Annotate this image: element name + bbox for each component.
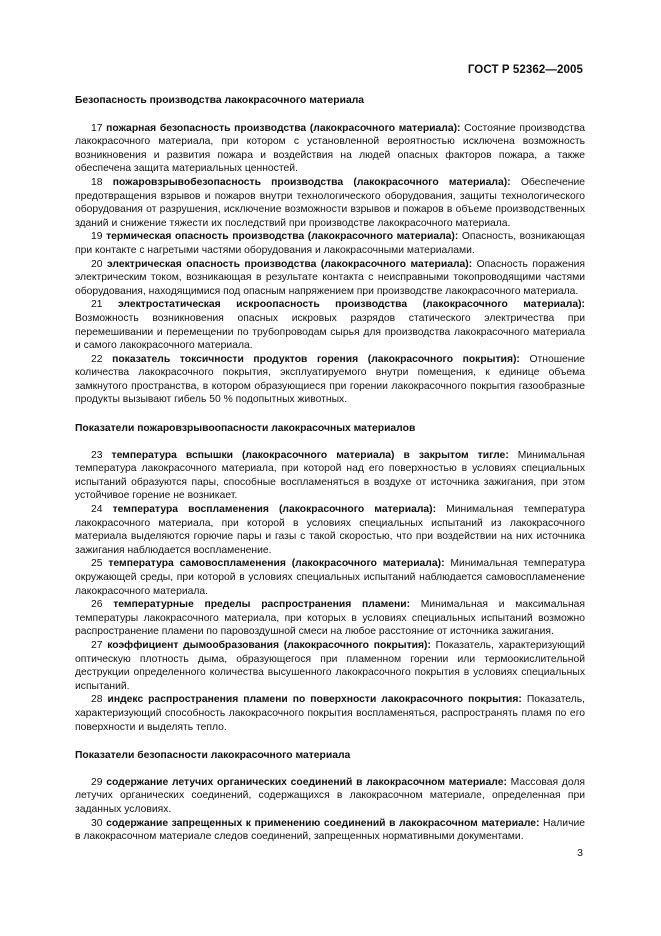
document-header: ГОСТ Р 52362—2005 [467,64,583,76]
term-name: показатель токсичности продуктов горения (лакокрасочного покрытия): [112,353,520,365]
term-name: пожарная безопасность производства (лакокрасочного материала): [106,122,461,134]
term-number: 24 [91,504,103,516]
term-definition: Минимальная температура лакокрасочного материала, при которой в условиях специальных испытаний из лакокрасочного материала выделяются горючие пары и газы с такой скоростью, что при воздействии на них источника зажигания наблюдается воспламенение. [75,504,585,556]
term-entry [75,557,585,598]
term-definition: Минимальная и максимальная температуры лакокрасочного материала, при которых в условиях специальных испытаний возможно распространение пламени по паровоздушной смеси на любое расстояние от источника зажигания. [75,599,586,638]
page-number: 3 [577,847,583,859]
term-entry [75,639,585,693]
term-number: 27 [91,639,103,651]
term-name: индекс распространения пламени по поверхности лакокрасочного покрытия: [107,694,522,706]
term-name: температура воспламенения (лакокрасочного материала): [112,504,437,516]
term-name: пожаровзрывобезопасность производства (лакокрасочного материала): [112,176,511,188]
term-name: термическая опасность производства (лакокрасочного материала): [106,231,459,243]
document-body [75,94,585,844]
term-name: электрическая опасность производства (лакокрасочного материала): [106,258,473,270]
section-title: Показатели пожаровзрывоопасности лакокрасочных материалов [75,423,416,435]
term-definition: Минимальная температура окружающей среды, при которой в условиях специальных испытаний наблюдается самовоспламенение лакокрасочного материала. [75,558,585,597]
term-name: содержание запрещенных к применению соединений в лакокрасочном материале: [106,817,540,829]
term-name: коэффициент дымообразования (лакокрасочного покрытия): [107,639,431,651]
term-definition: Опасность поражения электрическим током, возникающая в результате контакта с неисправными токопроводящими частями оборудования, находящимися под опасным напряжением при производстве лакокрасочного материала. [75,258,585,297]
term-name: содержание летучих органических соединений в лакокрасочном материале: [106,776,507,788]
term-number: 17 [91,122,103,134]
term-name: температура вспышки (лакокрасочного материала) в закрытом тигле: [111,449,509,461]
term-definition: Наличие в лакокрасочном материале следов соединений, запрещенных нормативными документами. [75,817,586,843]
term-number: 29 [91,776,103,788]
term-number: 26 [91,599,103,611]
term-entry [75,503,585,557]
term-definition: Возможность возникновения опасных искровых разрядов статического электричества при перемешивании и перемещении по трубопроводам сырья для производства лакокрасочного материала и самого лакокрасочного материала. [75,312,585,352]
term-number: 30 [91,817,103,829]
term-entry [75,817,585,844]
term-entry [75,122,585,176]
term-definition: Опасность, возникающая при контакте с нагретыми частями оборудования и лакокрасочными материалами. [75,231,586,256]
term-number: 21 [91,299,103,311]
term-entry [75,258,585,299]
section [75,94,585,407]
term-number: 28 [91,694,103,706]
term-entry [75,449,585,503]
section [75,422,585,734]
section-title: Безопасность производства лакокрасочного материала [75,95,365,106]
term-number: 25 [91,558,103,570]
term-definition: Массовая доля летучих органических соединений, содержащихся в лакокрасочном материале, определенная при заданных условиях. [75,776,585,815]
term-number: 23 [91,449,103,461]
term-entry [75,176,585,230]
term-definition: Обеспечение предотвращения взрывов и пожаров внутри технологического оборудования, защиты технологического оборудования от разрушения, исключение возможности взрывов и пожаров в объеме производственных зданий и снижение тяжести их последствий при производстве лакокрасочного материала. [75,176,586,229]
term-number: 18 [91,176,103,188]
term-name: электростатическая искроопасность производства (лакокрасочного материала): [117,299,586,311]
term-definition: Состояние производства лакокрасочного материала, при котором с установленной вероятностью исключена возможность возникновения и развития пожара и воздействия на людей опасных факторов пожара, а также обеспечена защита материальных ценностей. [75,122,585,175]
section [75,749,585,844]
term-name: температура самовоспламенения (лакокрасочного материала): [108,558,445,570]
term-number: 20 [91,258,103,270]
term-name: температурные пределы распространения пламени: [113,599,411,611]
term-number: 19 [91,231,103,243]
term-entry [75,298,585,352]
term-entry [75,776,585,817]
term-definition: Показатель, характеризующий оптическую плотность дыма, образующегося при пламенном горении или термоокислительной деструкции определенного количества высушенного лакокрасочного покрытия в условиях специальных испытаний. [75,639,586,692]
term-entry [75,598,585,639]
term-definition: Отношение количества лакокрасочного покрытия, эксплуатируемого внутри помещения, к единице объема замкнутого пространства, в котором образующиеся при горении лакокрасочного покрытия газообразные продукты вызывают гибель 50 % подопытных животных. [75,353,586,406]
term-entry [75,693,585,734]
term-entry [75,353,585,407]
term-definition: Показатель, характеризующий способность лакокрасочного покрытия воспламеняться, распространять пламя по его поверхности и выделять тепло. [75,694,586,733]
term-number: 22 [91,353,103,365]
term-definition: Минимальная температура лакокрасочного материала, при которой над его поверхностью в условиях специальных испытаний образуются пары, способные воспламеняться в воздухе от источника зажигания, при этом устойчивое горение не возникает. [75,449,585,502]
section-title: Показатели безопасности лакокрасочного материала [75,750,351,762]
term-entry [75,230,585,257]
